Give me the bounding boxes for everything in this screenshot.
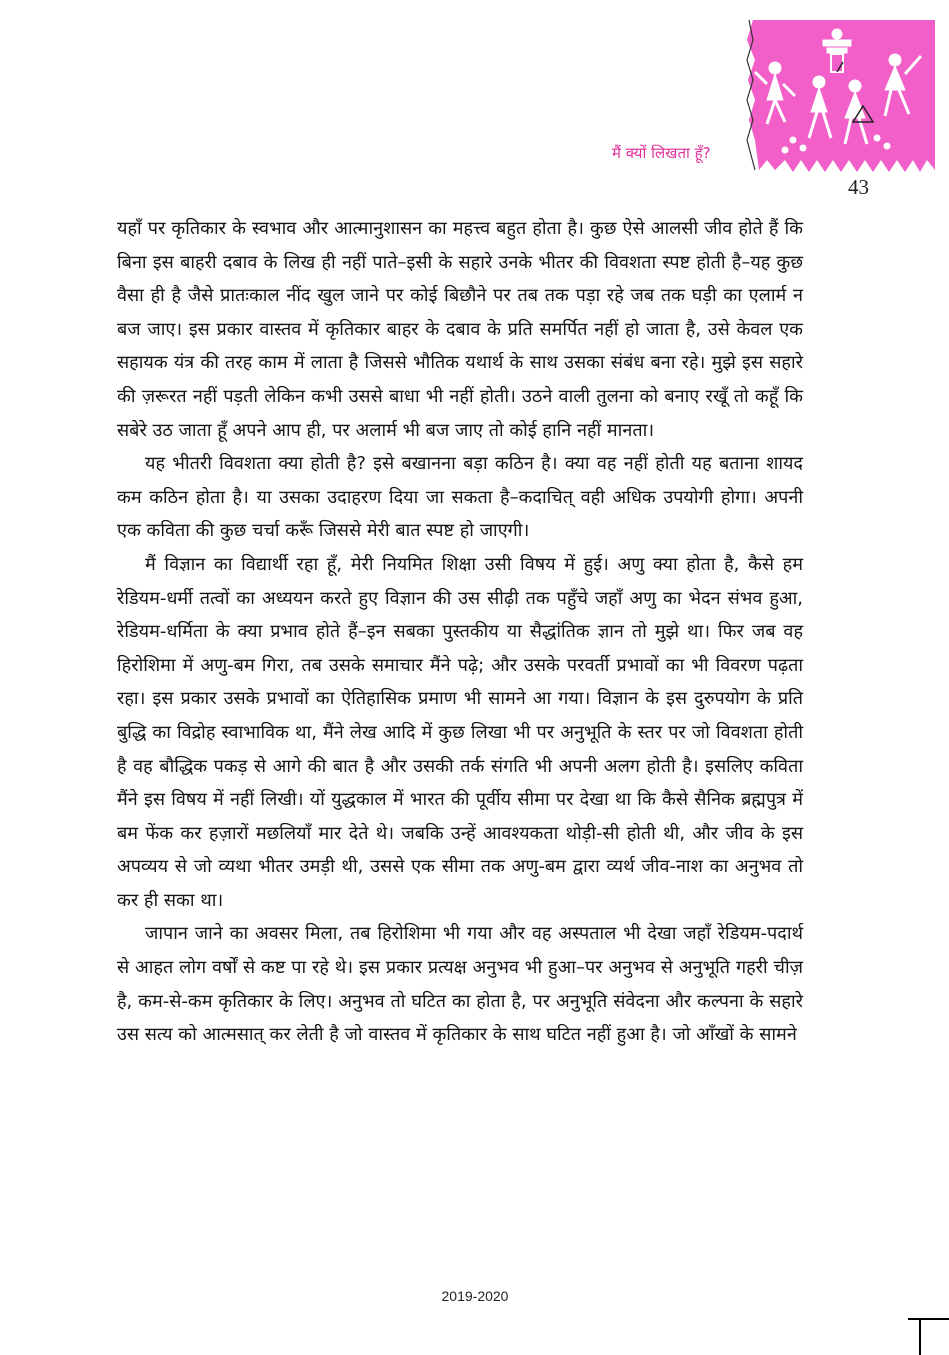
chapter-title: मैं क्यों लिखता हूँ? [612, 144, 711, 162]
crop-mark-horizontal [908, 1318, 949, 1320]
crop-mark-vertical [919, 1318, 921, 1355]
page-number: 43 [848, 175, 869, 199]
paragraph-3: मैं विज्ञान का विद्यार्थी रहा हूँ, मेरी नियमित शिक्षा उसी विषय में हुई। अणु क्या होता है, कैसे हम रेडियम-धर्मी तत्वों का अध्ययन करते हुए विज्ञान की उस सीढ़ी तक पहुँचे जहाँ अणु का भेदन संभव हुआ, रेडियम-धर्मिता के क्या प्रभाव होते हैं–इन सबका पुस्तकीय या सैद्धांतिक ज्ञान तो मुझे था। फिर जब वह हिरोशिमा में अणु-बम गिरा, तब उसके समाचार मैंने पढ़े; और उसके परवर्ती प्रभावों का भी विवरण पढ़ता रहा। इस प्रकार उसके प्रभावों का ऐतिहासिक प्रमाण भी सामने आ गया। विज्ञान के इस दुरुपयोग के प्रति बुद्धि का विद्रोह स्वाभाविक था, मैंने लेख आदि में कुछ लिखा भी पर अनुभूति के स्तर पर जो विवशता होती है वह बौद्धिक पकड़ से आगे की बात है और उसकी तर्क संगति भी अपनी अलग होती है। इसलिए कविता मैंने इस विषय में नहीं लिखी। यों युद्धकाल में भारत की पूर्वीय सीमा पर देखा था कि कैसे सैनिक ब्रह्मपुत्र में बम फेंक कर हज़ारों मछलियाँ मार देते थे। जबकि उन्हें आवश्यकता थोड़ी-सी होती थी, और जीव के इस अपव्यय से जो व्यथा भीतर उमड़ी थी, उससे एक सीमा तक अणु-बम द्वारा व्यर्थ जीव-नाश का अनुभव तो कर ही सका था। [117, 553, 803, 911]
footer-year: 2019-2020 [441, 1288, 509, 1304]
paragraph-1: यहाँ पर कृतिकार के स्वभाव और आत्मानुशासन का महत्त्व बहुत होता है। कुछ ऐसे आलसी जीव होते हैं कि बिना इस बाहरी दबाव के लिख ही नहीं पाते–इसी के सहारे उनके भीतर की विवशता स्पष्ट होती है–यह कुछ वैसा ही है जैसे प्रातःकाल नींद खुल जाने पर कोई बिछौने पर तब तक पड़ा रहे जब तक घड़ी का एलार्म न बज जाए। इस प्रकार वास्तव में कृतिकार बाहर के दबाव के प्रति समर्पित नहीं हो जाता है, उसे केवल एक सहायक यंत्र की तरह काम में लाता है जिससे भौतिक यथार्थ के साथ उसका संबंध बना रहे। मुझे इस सहारे की ज़रूरत नहीं पड़ती लेकिन कभी उससे बाधा भी नहीं होती। उठने वाली तुलना को बनाए रखूँ तो कहूँ कि सबेरे उठ जाता हूँ अपने आप ही, पर अलार्म भी बज जाए तो कोई हानि नहीं मानता। [117, 218, 803, 441]
paragraph-4: जापान जाने का अवसर मिला, तब हिरोशिमा भी गया और वह अस्पताल भी देखा जहाँ रेडियम-पदार्थ से आहत लोग वर्षों से कष्ट पा रहे थे। इस प्रकार प्रत्यक्ष अनुभव भी हुआ–पर अनुभव से अनुभूति गहरी चीज़ है, कम-से-कम कृतिकार के लिए। अनुभव तो घटित का होता है, पर अनुभूति संवेदना और कल्पना के सहारे उस सत्य को आत्मसात् कर लेती है जो वास्तव में कृतिकार के साथ घटित नहीं हुआ है। जो आँखों के सामने [117, 923, 803, 1046]
body-text [117, 212, 803, 1052]
warli-folk-art-icon [745, 20, 935, 180]
paragraph-2: यह भीतरी विवशता क्या होती है? इसे बखानना बड़ा कठिन है। क्या वह नहीं होती यह बताना शायद कम कठिन होता है। या उसका उदाहरण दिया जा सकता है–कदाचित् वही अधिक उपयोगी होगा। अपनी एक कविता की कुछ चर्चा करूँ जिससे मेरी बात स्पष्ट हो जाएगी। [117, 453, 803, 542]
